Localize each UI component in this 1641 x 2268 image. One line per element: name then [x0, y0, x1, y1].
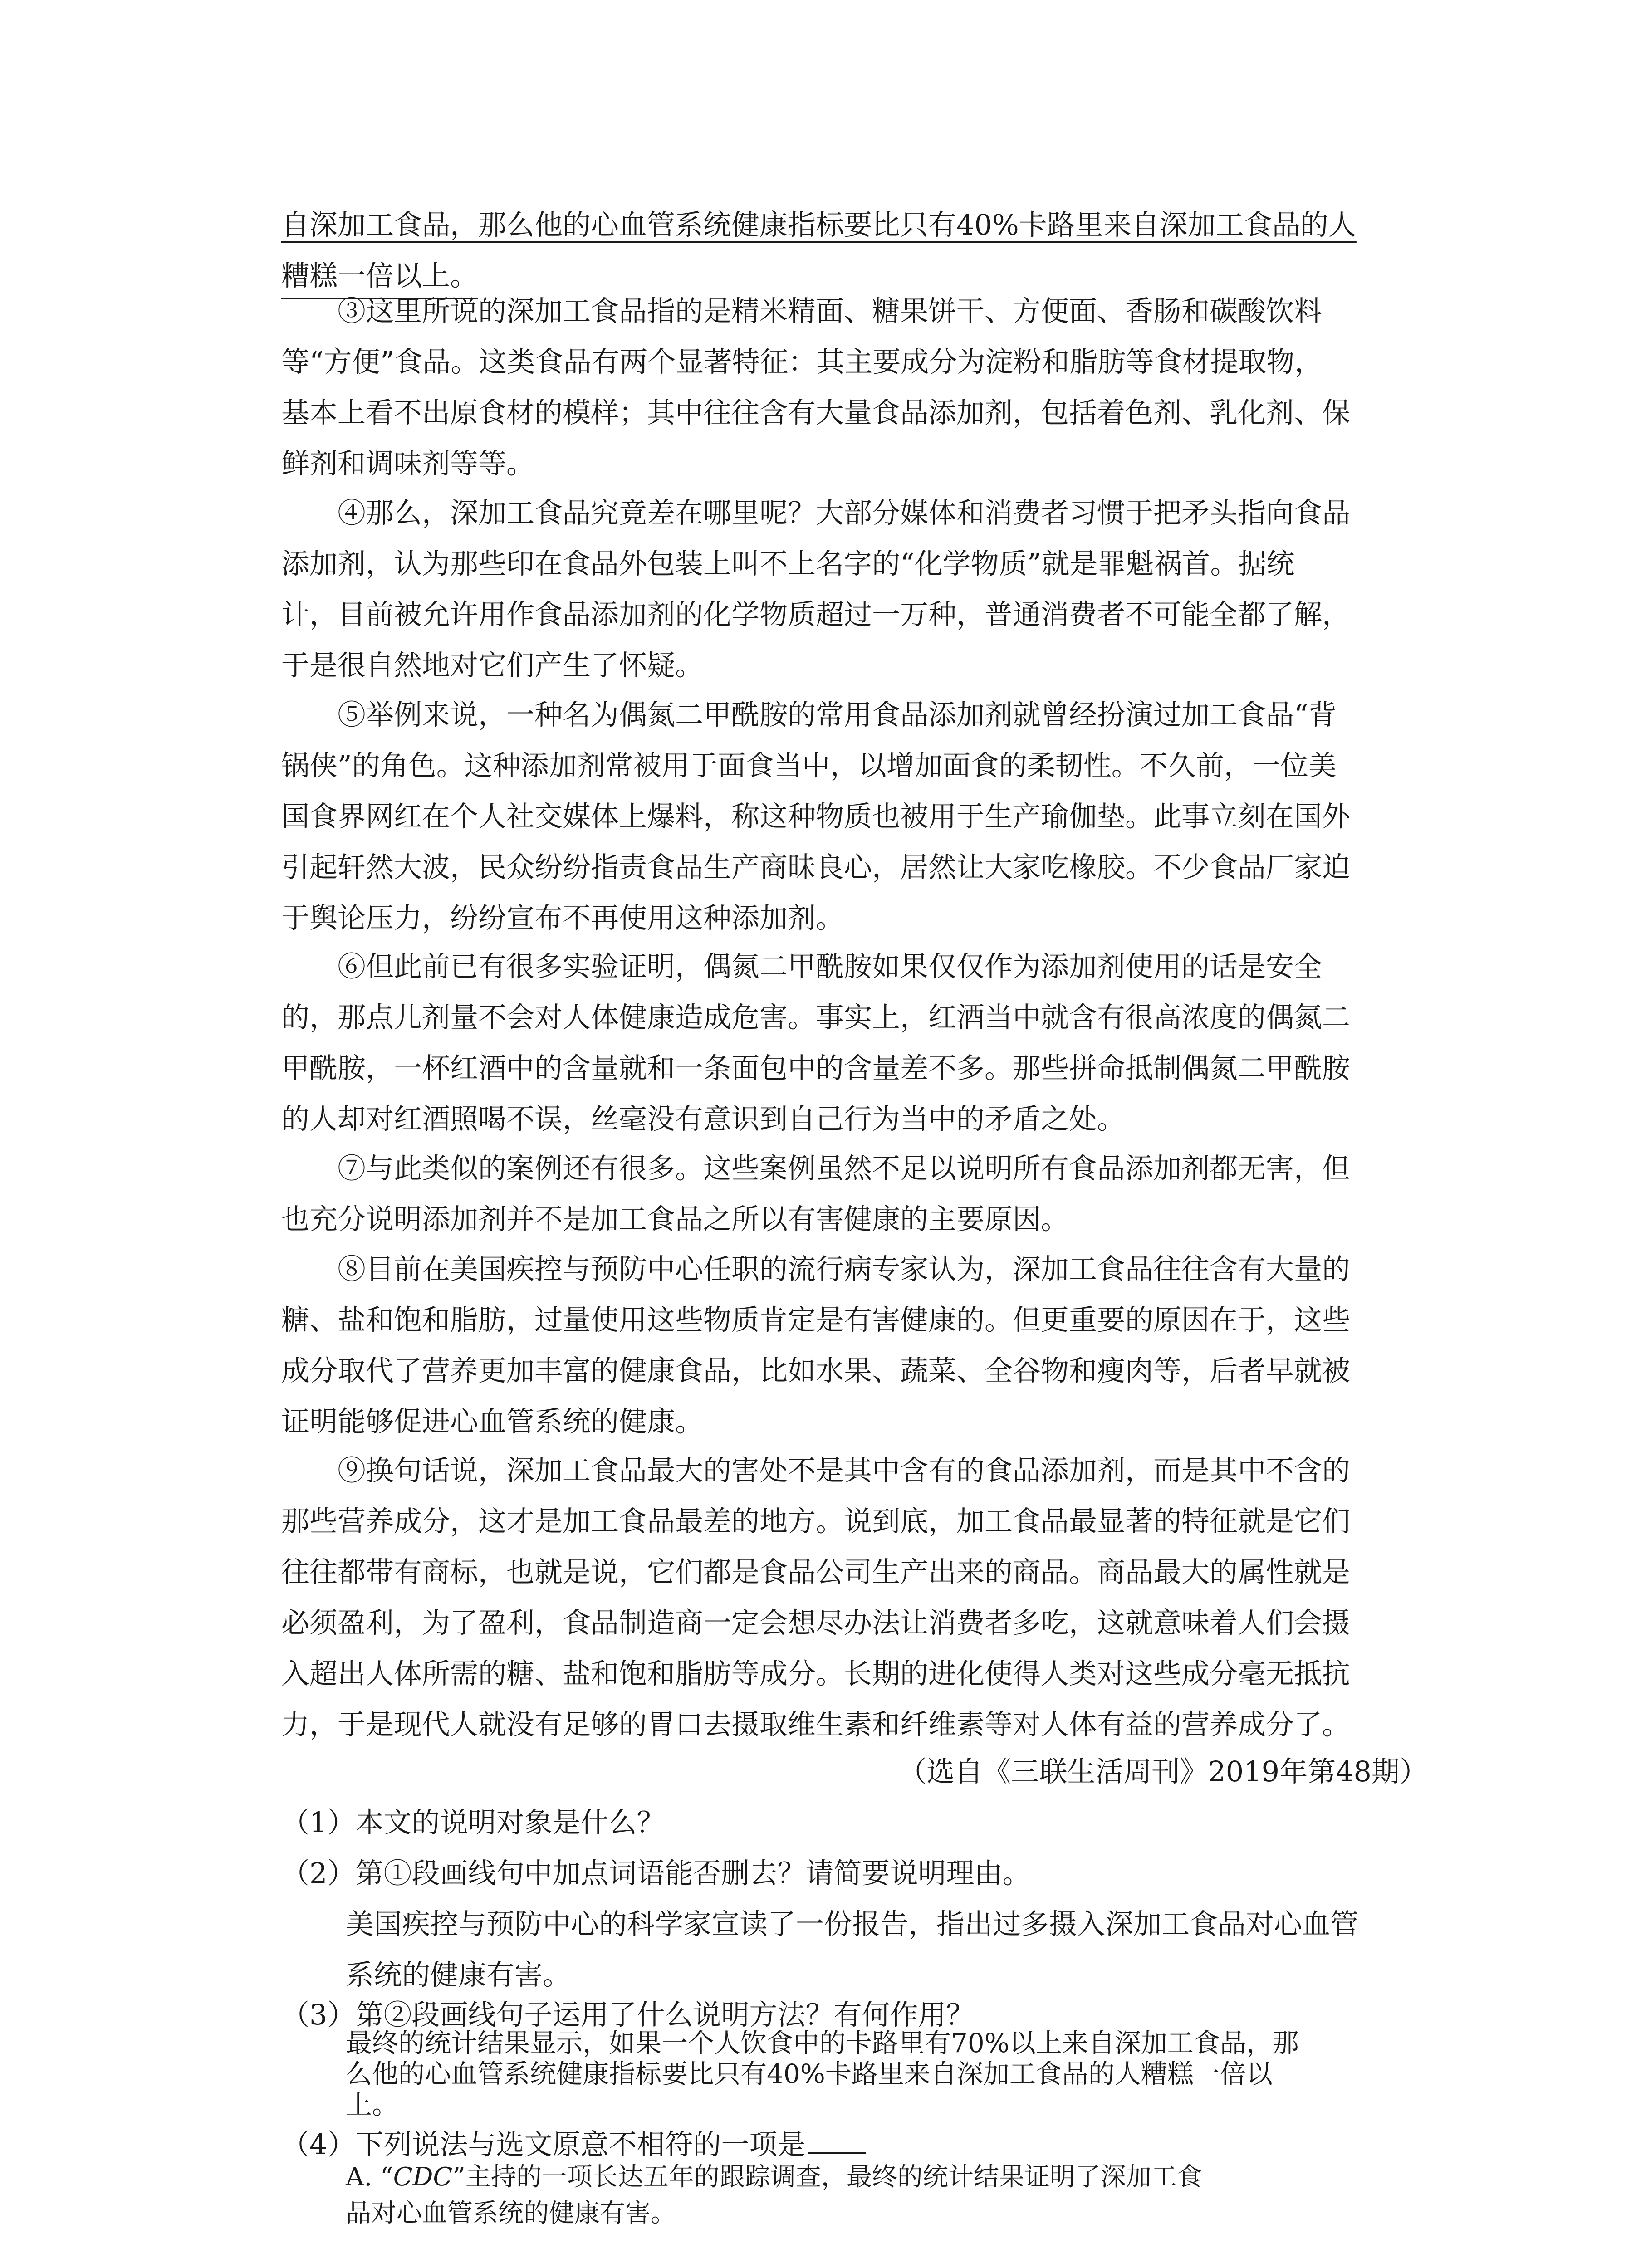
paragraph-line: ⑨换句话说，深加工食品最大的害处不是其中含有的食品添加剂，而是其中不含的	[338, 1454, 1351, 1487]
paragraph-line: 的人却对红酒照喝不误，丝毫没有意识到自己行为当中的矛盾之处。	[281, 1102, 1126, 1135]
paragraph-line: 甲酰胺，一杯红酒中的含量就和一条面包中的含量差不多。那些拼命抵制偶氮二甲酰胺	[281, 1051, 1351, 1085]
paragraph-5	[281, 689, 1425, 943]
option-a-prefix: A. “	[346, 2162, 393, 2192]
underlined-sentence-line-1: 自深加工食品，那么他的心血管系统健康指标要比只有40%卡路里来自深加工食品的人	[281, 208, 1357, 241]
paragraph-line: ⑤举例来说，一种名为偶氮二甲酰胺的常用食品添加剂就曾经扮演过加工食品“背	[338, 698, 1337, 731]
paragraph-line: 国食界网红在个人社交媒体上爆料，称这种物质也被用于生产瑜伽垫。此事立刻在国外	[281, 800, 1351, 833]
source-citation: （选自《三联生活周刊》2019年第48期）	[898, 1755, 1428, 1788]
question-4-text: （4）下列说法与选文原意不相符的一项是	[281, 2128, 806, 2161]
paragraph-line: ⑥但此前已有很多实验证明，偶氮二甲酰胺如果仅仅作为添加剂使用的话是安全	[338, 950, 1323, 983]
quote-line: 最终的统计结果显示，如果一个人饮食中的卡路里有70%以上来自深加工食品，那	[346, 2028, 1299, 2058]
question-2-quote	[346, 1899, 1425, 2000]
paragraph-line: ⑦与此类似的案例还有很多。这些案例虽然不足以说明所有食品添加剂都无害，但	[338, 1152, 1351, 1185]
paragraph-line: ③这里所说的深加工食品指的是精米精面、糖果饼干、方便面、香肠和碳酸饮料	[338, 294, 1323, 327]
paragraph-line: 引起轩然大波，民众纷纷指责食品生产商昧良心，居然让大家吃橡胶。不少食品厂家迫	[281, 850, 1351, 884]
paragraph-line: 往往都带有商标，也就是说，它们都是食品公司生产出来的商品。商品最大的属性就是	[281, 1555, 1351, 1589]
option-a-line-1	[346, 2159, 1425, 2195]
question-4-option-a	[346, 2159, 1425, 2232]
paragraph-line: 于舆论压力，纷纷宣布不再使用这种添加剂。	[281, 901, 844, 934]
paragraph-line: 入超出人体所需的糖、盐和饱和脂肪等成分。长期的进化使得人类对这些成分毫无抵抗	[281, 1657, 1351, 1690]
paragraph-line: 力，于是现代人就没有足够的胃口去摄取维生素和纤维素等对人体有益的营养成分了。	[281, 1708, 1351, 1741]
paragraph-3	[281, 286, 1425, 489]
paragraph-9	[281, 1445, 1425, 1750]
paragraph-4	[281, 488, 1425, 691]
paragraph-7	[281, 1143, 1425, 1245]
paragraph-line: 添加剂，认为那些印在食品外包装上叫不上名字的“化学物质”就是罪魁祸首。据统	[281, 547, 1295, 580]
question-3: （3）第②段画线句子运用了什么说明方法？有何作用？	[281, 1998, 975, 2031]
question-1: （1）本文的说明对象是什么？	[281, 1806, 665, 1839]
quote-line: 么他的心血管系统健康指标要比只有40%卡路里来自深加工食品的人糟糕一倍以	[346, 2058, 1273, 2089]
quote-line: 系统的健康有害。	[346, 1958, 571, 1991]
paragraph-line: ⑧目前在美国疾控与预防中心任职的流行病专家认为，深加工食品往往含有大量的	[338, 1252, 1351, 1286]
paragraph-line: 鲜剂和调味剂等等。	[281, 447, 535, 480]
paragraph-8	[281, 1244, 1425, 1447]
paragraph-line: 也充分说明添加剂并不是加工食品之所以有害健康的主要原因。	[281, 1202, 1069, 1236]
option-a-abbreviation: CDC	[393, 2162, 453, 2192]
paragraph-line: 证明能够促进心血管系统的健康。	[281, 1405, 704, 1438]
page-number	[0, 2263, 1641, 2268]
question-2: （2）第①段画线句中加点词语能否删去？请简要说明理由。	[281, 1857, 1031, 1890]
quote-line: 美国疾控与预防中心的科学家宣读了一份报告，指出过多摄入深加工食品对心血管	[346, 1907, 1359, 1941]
paragraph-line: 糖、盐和饱和脂肪，过量使用这些物质肯定是有害健康的。但更重要的原因在于，这些	[281, 1303, 1351, 1336]
option-a-line-2: 品对心血管系统的健康有害。	[346, 2199, 676, 2228]
paragraph-line: 基本上看不出原食材的模样；其中往往含有大量食品添加剂，包括着色剂、乳化剂、保	[281, 396, 1351, 429]
answer-blank[interactable]	[808, 2124, 866, 2154]
paragraph-line: 锅侠”的角色。这种添加剂常被用于面食当中，以增加面食的柔韧性。不久前，一位美	[281, 749, 1337, 782]
paragraph-line: 的，那点儿剂量不会对人体健康造成危害。事实上，红酒当中就含有很高浓度的偶氮二	[281, 1001, 1351, 1034]
question-3-quote	[346, 2028, 1425, 2120]
option-a-rest: ”主持的一项长达五年的跟踪调查，最终的统计结果证明了深加工食	[452, 2162, 1202, 2192]
paragraph-line: 计，目前被允许用作食品添加剂的化学物质超过一万种，普通消费者不可能全都了解，	[281, 598, 1351, 631]
quote-line: 上。	[346, 2089, 399, 2120]
paragraph-line: ④那么，深加工食品究竟差在哪里呢？大部分媒体和消费者习惯于把矛头指向食品	[338, 496, 1351, 529]
paragraph-line: 那些营养成分，这才是加工食品最差的地方。说到底，加工食品最显著的特征就是它们	[281, 1505, 1351, 1538]
paragraph-6	[281, 941, 1425, 1144]
paragraph-line: 于是很自然地对它们产生了怀疑。	[281, 649, 704, 682]
underlined-sentence-line-2: 糟糕一倍以上。	[281, 254, 478, 299]
paragraph-line: 等“方便”食品。这类食品有两个显著特征：其主要成分为淀粉和脂肪等食材提取物，	[281, 345, 1323, 378]
paragraph-line: 必须盈利，为了盈利，食品制造商一定会想尽办法让消费者多吃，这就意味着人们会摄	[281, 1606, 1351, 1639]
paragraph-line: 成分取代了营养更加丰富的健康食品，比如水果、蔬菜、全谷物和瘦肉等，后者早就被	[281, 1354, 1351, 1387]
